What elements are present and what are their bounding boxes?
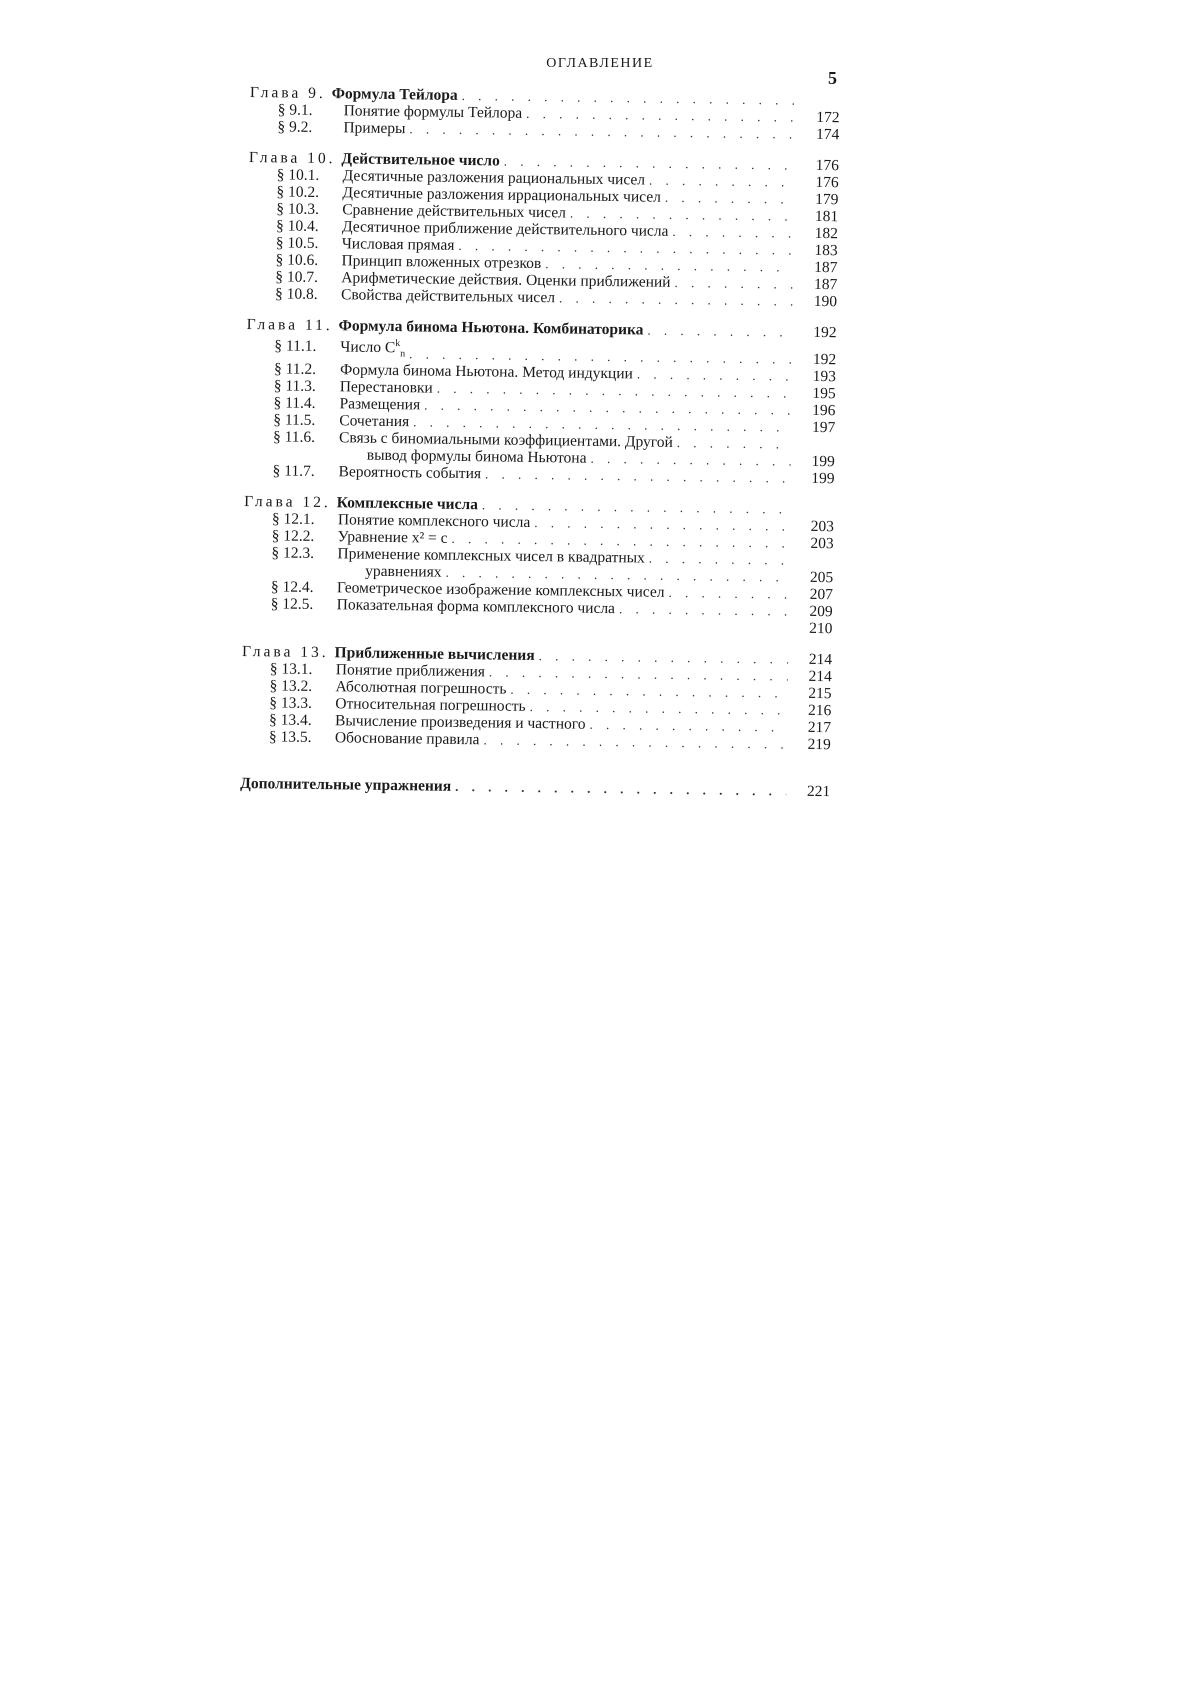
section-title: Уравнение x² = c <box>337 528 448 548</box>
section-page: 205 <box>809 569 834 587</box>
section-number: § 11.3. <box>273 377 316 396</box>
section-number: § 13.4. <box>269 711 312 730</box>
extra-title: Дополнительные упражнения <box>240 775 452 796</box>
leader-dots <box>668 584 789 603</box>
section-title: Десятичные разложения рациональных чисел <box>342 167 646 189</box>
chapter-prefix: Глава 11. <box>246 315 333 335</box>
section-title: Число C <box>340 338 396 357</box>
leader-dots <box>649 550 790 569</box>
chapter-page: 192 <box>813 323 837 342</box>
leader-dots <box>665 189 795 208</box>
section-number: § 10.3. <box>276 200 319 218</box>
section-number: § 10.4. <box>275 217 319 235</box>
extra-page: 221 <box>806 783 831 801</box>
leader-dots <box>649 172 795 191</box>
section-number: § 11.1. <box>274 337 317 356</box>
section-title-continuation: вывод формулы бинома Ньютона <box>366 446 587 467</box>
section-title: Десятичное приближение действительного числа <box>341 218 669 240</box>
section-page: 182 <box>814 224 839 243</box>
section-number: § 13.1. <box>269 660 313 679</box>
section-page: 203 <box>810 535 834 553</box>
section-number: § 10.5. <box>275 234 319 252</box>
chapter-title: Действительное число <box>341 150 500 170</box>
section-title: Абсолютная погрешность <box>335 678 507 698</box>
section-title: Понятие формулы Тейлора <box>343 102 523 122</box>
chapter-title: Формула бинома Ньютона. Комбинаторика <box>338 317 644 339</box>
section-page: 199 <box>811 453 835 471</box>
section-title: Понятие приближения <box>335 661 486 681</box>
section-page: 193 <box>812 368 837 386</box>
section-title: Применение комплексных чисел в квадратных <box>337 545 645 567</box>
chapter-prefix: Глава 12. <box>244 493 331 512</box>
section-page: 190 <box>813 292 838 311</box>
section-page: 181 <box>814 207 839 226</box>
section-title: Арифметические действия. Оценки приближений <box>341 269 671 291</box>
page-header: ОГЛАВЛЕНИЕ <box>546 56 654 71</box>
chapter-title: Приближенные вычисления <box>334 644 535 665</box>
formula-superscript: k <box>395 338 401 350</box>
section-title: Сравнение действительных чисел <box>342 201 567 222</box>
leader-dots <box>672 223 794 242</box>
chapter-page: 176 <box>815 156 840 175</box>
section-title: Десятичные разложения иррациональных чисел <box>342 184 662 206</box>
leader-dots <box>677 434 791 453</box>
section-page: 187 <box>814 258 838 277</box>
page-number: 5 <box>828 68 837 88</box>
section-title: Обоснование правила <box>334 729 480 749</box>
section-title-continuation: уравнениях <box>365 562 442 581</box>
section-title: Геометрическое изображение комплексных чисел <box>336 579 665 602</box>
section-page: 176 <box>815 173 839 192</box>
section-title: Вычисление произведения и частного <box>334 712 586 733</box>
section-title: Понятие комплексного числа <box>337 511 531 532</box>
section-page: 174 <box>815 125 840 144</box>
section-number: § 13.2. <box>269 677 313 696</box>
chapter-page: 214 <box>808 651 833 669</box>
formula-subscript: n <box>400 348 406 360</box>
section-number: § 12.4. <box>270 578 314 597</box>
section-number: § 10.2. <box>276 183 320 201</box>
chapter-12 <box>242 493 834 637</box>
section-number: § 10.1. <box>276 166 320 184</box>
section-title: Свойства действительных чисел <box>340 286 556 307</box>
section-title: Размещения <box>339 395 421 414</box>
section-number: § 12.2. <box>271 527 315 546</box>
section-number: § 9.2. <box>277 118 313 136</box>
section-page: 203 <box>810 518 834 536</box>
leader-dots <box>647 322 792 341</box>
section-number: § 12.3. <box>271 544 315 563</box>
section-title: Сочетания <box>339 412 410 431</box>
section-number: § 11.4. <box>273 394 316 413</box>
leader-dots <box>619 600 789 619</box>
section-title: Числовая прямая <box>341 235 455 254</box>
section-number: § 11.6. <box>272 428 316 447</box>
chapter-prefix: Глава 9. <box>249 84 326 103</box>
section-title: Принцип вложенных отрезков <box>341 252 542 273</box>
chapter-10 <box>247 149 839 310</box>
leader-dots <box>637 366 792 385</box>
chapter-prefix: Глава 13. <box>241 643 329 662</box>
section-page: 216 <box>807 702 832 720</box>
section-title: Вероятность события <box>338 463 482 483</box>
section-title: Показательная форма комплексного числа <box>336 596 616 618</box>
chapter-title: Комплексные числа <box>336 494 478 514</box>
section-page: 217 <box>807 719 832 737</box>
section-number: § 11.7. <box>272 462 315 481</box>
leader-dots <box>485 466 791 487</box>
section-title: Относительная погрешность <box>335 695 526 716</box>
section-page: 187 <box>813 275 838 294</box>
chapter-9 <box>249 84 840 143</box>
leader-dots <box>674 274 793 293</box>
chapter-title: Формула Тейлора <box>331 85 458 104</box>
section-page: 219 <box>807 736 831 754</box>
section-page: 183 <box>814 241 838 260</box>
section-page: 195 <box>812 385 836 403</box>
table-of-contents <box>240 84 840 800</box>
section-number: § 10.8. <box>274 285 318 303</box>
chapter-prefix: Глава 10. <box>248 148 336 168</box>
leader-dots <box>559 289 793 309</box>
section-title: Формула бинома Ньютона. Метод индукции <box>339 361 633 383</box>
section-title: Связь с биномиальными коэффициентами. Другой <box>338 429 673 452</box>
section-number: § 9.1. <box>277 101 313 119</box>
toc-entry-extra[interactable] <box>240 775 830 800</box>
section-page: 179 <box>815 190 839 209</box>
section-number: § 13.3. <box>269 694 313 713</box>
chapter-11 <box>244 316 836 487</box>
section-page: 209 <box>809 603 833 621</box>
section-page: 172 <box>816 108 840 127</box>
leader-dots <box>455 778 786 800</box>
section-page: 196 <box>812 402 836 420</box>
trailing-page: 210 <box>809 620 833 638</box>
chapter-13 <box>241 643 832 753</box>
section-number: § 10.7. <box>275 268 319 286</box>
section-page: 207 <box>809 586 834 604</box>
section-page: 199 <box>811 470 835 488</box>
section-number: § 11.2. <box>273 360 317 379</box>
section-page: 192 <box>812 351 837 369</box>
section-number: § 12.5. <box>270 595 314 614</box>
section-page: 215 <box>808 685 832 703</box>
section-number: § 10.6. <box>275 251 319 269</box>
section-number: § 12.1. <box>271 510 315 529</box>
section-number: § 11.5. <box>273 411 316 430</box>
section-page: 214 <box>808 668 832 686</box>
section-title: Перестановки <box>339 378 433 397</box>
section-number: § 13.5. <box>268 728 312 747</box>
leader-dots <box>483 732 787 753</box>
section-page: 197 <box>811 419 836 437</box>
section-title: Примеры <box>343 119 406 138</box>
